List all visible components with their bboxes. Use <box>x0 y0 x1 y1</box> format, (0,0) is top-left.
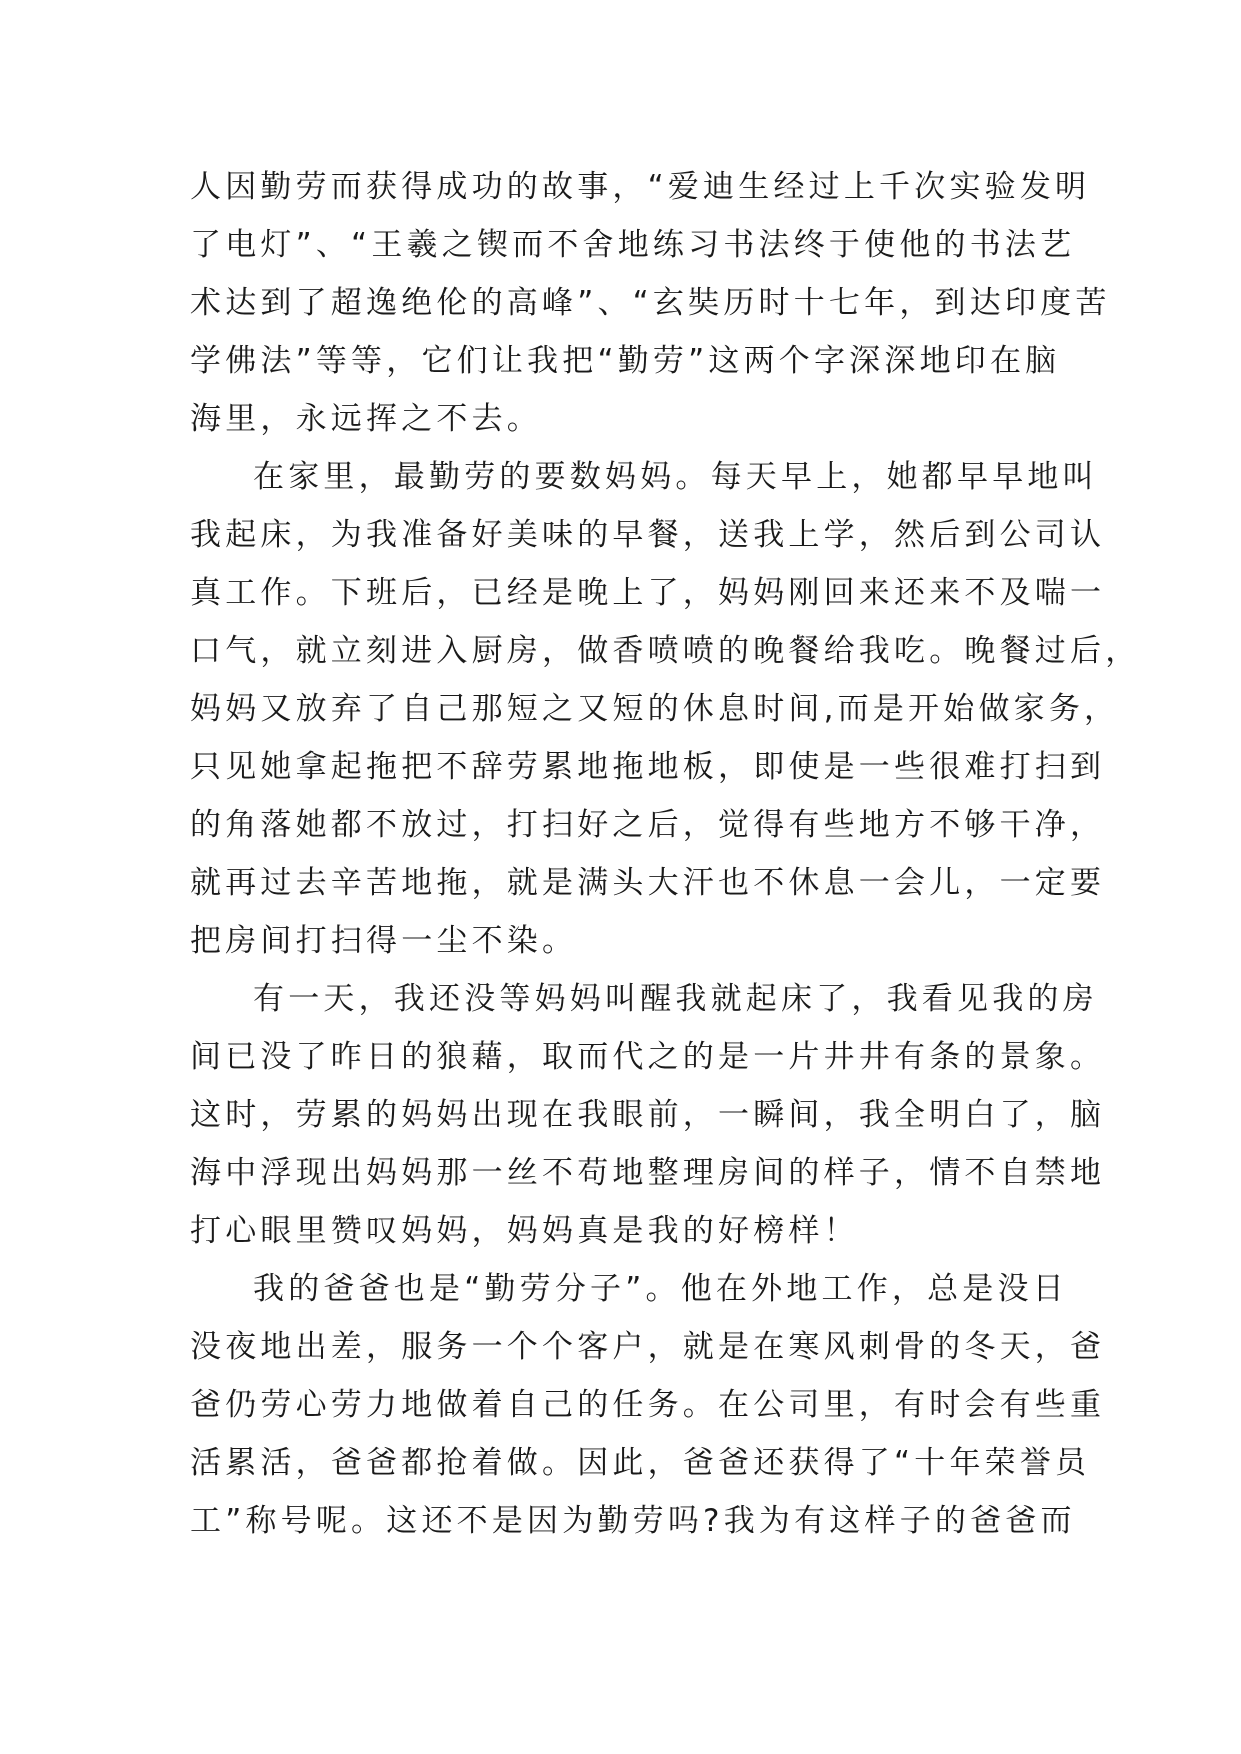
paragraph-first-line: 有一天，我还没等妈妈叫醒我就起床了，我看见我的房 <box>253 981 1098 1017</box>
text-line: 真工作。下班后，已经是晚上了，妈妈刚回来还来不及喘一 <box>190 575 1106 611</box>
body-text <box>190 158 1141 1550</box>
text-line: 爸仍劳心劳力地做着自己的任务。在公司里，有时会有些重 <box>190 1387 1106 1423</box>
text-line: 活累活，爸爸都抢着做。因此，爸爸还获得了“十年荣誉员 <box>190 1445 1091 1481</box>
text-line: 我起床，为我准备好美味的早餐，送我上学，然后到公司认 <box>190 517 1106 553</box>
text-line: 海里，永远挥之不去。 <box>190 401 542 437</box>
text-line: 打心眼里赞叹妈妈，妈妈真是我的好榜样！ <box>190 1213 859 1249</box>
text-line: 学佛法”等等，它们让我把“勤劳”这两个字深深地印在脑 <box>190 343 1061 379</box>
text-line: 把房间打扫得一尘不染。 <box>190 923 578 959</box>
text-line: 术达到了超逸绝伦的高峰”、“玄奘历时十七年，到达印度苦 <box>190 285 1111 321</box>
text-line: 间已没了昨日的狼藉，取而代之的是一片井井有条的景象。 <box>190 1039 1106 1075</box>
text-line: 只见她拿起拖把不辞劳累地拖地板，即使是一些很难打扫到 <box>190 749 1106 785</box>
text-line: 这时，劳累的妈妈出现在我眼前，一瞬间，我全明白了，脑 <box>190 1097 1106 1133</box>
text-line: 口气，就立刻进入厨房，做香喷喷的晚餐给我吃。晚餐过后， <box>190 633 1141 669</box>
text-line: 海中浮现出妈妈那一丝不苟地整理房间的样子，情不自禁地 <box>190 1155 1106 1191</box>
text-line: 工”称号呢。这还不是因为勤劳吗?我为有这样子的爸爸而 <box>190 1503 1076 1539</box>
text-line: 人因勤劳而获得成功的故事，“爱迪生经过上千次实验发明 <box>190 169 1091 205</box>
text-line: 的角落她都不放过，打扫好之后，觉得有些地方不够干净， <box>190 807 1106 843</box>
text-line: 了电灯”、“王羲之锲而不舍地练习书法终于使他的书法艺 <box>190 227 1076 263</box>
paragraph-first-line: 在家里，最勤劳的要数妈妈。每天早上，她都早早地叫 <box>253 459 1098 495</box>
text-line: 就再过去辛苦地拖，就是满头大汗也不休息一会儿，一定要 <box>190 865 1106 901</box>
text-line: 妈妈又放弃了自己那短之又短的休息时间,而是开始做家务， <box>190 691 1120 727</box>
paragraph-first-line: 我的爸爸也是“勤劳分子”。他在外地工作，总是没日 <box>253 1271 1068 1307</box>
text-line: 没夜地出差，服务一个个客户，就是在寒风刺骨的冬天，爸 <box>190 1329 1106 1365</box>
